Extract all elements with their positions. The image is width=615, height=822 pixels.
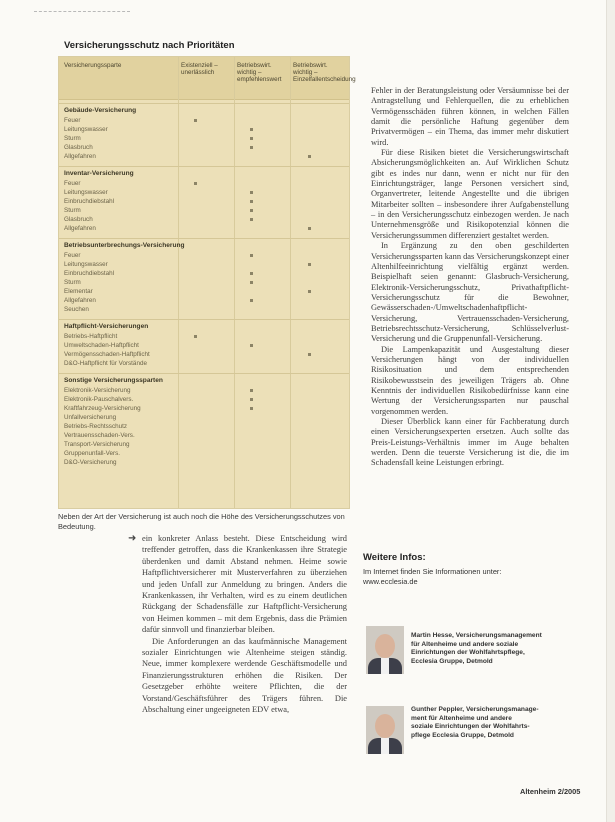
top-rule bbox=[34, 11, 130, 14]
row-label: Sturm bbox=[64, 207, 81, 214]
table-row bbox=[64, 458, 349, 467]
priority-mark bbox=[250, 200, 253, 203]
row-label: Seuchen bbox=[64, 306, 89, 313]
row-label: Leitungswasser bbox=[64, 261, 108, 268]
priority-mark bbox=[250, 281, 253, 284]
col-header-recommended: Betriebswirt. wichtig – empfehlenswert bbox=[237, 62, 282, 83]
row-label: Feuer bbox=[64, 180, 81, 187]
row-label: Leitungswasser bbox=[64, 126, 108, 133]
table-row bbox=[64, 251, 349, 260]
priority-mark bbox=[308, 155, 311, 158]
priority-mark bbox=[250, 191, 253, 194]
table-row bbox=[64, 395, 349, 404]
bio-line: Einrichtungen der Wohlfahrtspflege, bbox=[411, 649, 525, 656]
row-label: Allgefahren bbox=[64, 297, 96, 304]
paragraph: ein konkreter Anlass besteht. Diese Entscheidung wird treffender getroffen, dass die Krankenkassen ihre Strategie überdenken und damit Abstand nehmen. Heime sowie Haftpflichtversicherer mit Musterverfahren zu überziehen und jeden Unfall zur Anmeldung zu bringen. Anders die Krankenkassen, ihr Verhalten, wird es zu einem deutlichen Rückgang der Schadensfälle zur Haftpflicht-Versicherung von Heimen kommen – mit dem Ergebnis, dass die Prämien dafür sinnvoll und finanzierbar bleiben. bbox=[142, 534, 347, 635]
row-label: Glasbruch bbox=[64, 216, 93, 223]
priority-mark bbox=[194, 119, 197, 122]
row-label: Sturm bbox=[64, 135, 81, 142]
page-edge bbox=[606, 0, 615, 822]
table-row bbox=[64, 260, 349, 269]
priority-mark bbox=[194, 335, 197, 338]
priority-mark bbox=[308, 227, 311, 230]
table-row bbox=[64, 440, 349, 449]
table-row bbox=[64, 341, 349, 350]
priority-mark bbox=[250, 389, 253, 392]
priority-mark bbox=[250, 254, 253, 257]
priority-mark bbox=[250, 218, 253, 221]
bio-line: für Altenheime und andere soziale bbox=[411, 640, 519, 648]
info-line: Im Internet finden Sie Informationen unter: bbox=[363, 567, 502, 576]
table-row bbox=[64, 449, 349, 458]
table-row bbox=[64, 206, 349, 215]
continue-arrow-icon: ➜ bbox=[128, 533, 137, 544]
row-label: Vertrauensschaden-Vers. bbox=[64, 432, 135, 439]
table-row bbox=[64, 179, 349, 188]
priority-mark bbox=[194, 182, 197, 185]
table-row bbox=[64, 188, 349, 197]
priority-mark bbox=[250, 272, 253, 275]
group-title: Inventar-Versicherung bbox=[64, 170, 134, 177]
priority-mark bbox=[250, 344, 253, 347]
priority-mark bbox=[250, 209, 253, 212]
row-label: Elektronik-Pauschalvers. bbox=[64, 396, 134, 403]
table-row bbox=[64, 350, 349, 359]
col-header-case-by-case: Betriebswirt. wichtig – Einzelfallentscheidung bbox=[293, 62, 356, 83]
row-label: Unfallversicherung bbox=[64, 414, 117, 421]
author-bio bbox=[411, 632, 581, 666]
paragraph: In Ergänzung zu den oben geschilderten Versicherungssparten kann das Versicherungskonzept einer Altenhilfeeinrichtung vielfältig ergänzt werden. Beispielhaft seien genannt: Glasbruch-Versicherung, Elektronik-Versicherungsschutz, Privathaftpflicht-Versicherungsschutz für die Bewohner, Gewässerschaden-/Umweltschadenhaftpflicht-Versicherung, Vertrauensschaden-Versicherung, Betriebsrechtsschutz-Versicherung, Schlüsselverlust-Versicherung und die Gruppenunfall-Versicherung. bbox=[371, 241, 569, 344]
table-group bbox=[59, 319, 349, 374]
row-label: Elektronik-Versicherung bbox=[64, 387, 131, 394]
row-label: Feuer bbox=[64, 117, 81, 124]
table-row bbox=[64, 278, 349, 287]
table-header bbox=[59, 57, 356, 100]
table-row bbox=[64, 134, 349, 143]
table-row bbox=[64, 152, 349, 161]
group-title: Sonstige Versicherungssparten bbox=[64, 377, 163, 384]
table-row bbox=[64, 215, 349, 224]
priority-mark bbox=[250, 407, 253, 410]
row-label: Glasbruch bbox=[64, 144, 93, 151]
info-url-link[interactable]: www.ecclesia.de bbox=[363, 577, 418, 586]
row-label: Transport-Versicherung bbox=[64, 441, 130, 448]
table-row bbox=[64, 386, 349, 395]
table-group bbox=[59, 103, 349, 167]
group-title: Betriebsunterbrechungs-Versicherung bbox=[64, 242, 185, 249]
info-title: Weitere Infos: bbox=[363, 552, 426, 563]
priority-mark bbox=[308, 353, 311, 356]
table-group bbox=[59, 238, 349, 320]
priority-mark bbox=[308, 290, 311, 293]
priority-mark bbox=[250, 398, 253, 401]
priority-mark bbox=[250, 128, 253, 131]
left-text-column bbox=[142, 533, 347, 716]
table-row bbox=[64, 359, 349, 368]
row-label: Vermögensschaden-Haftpflicht bbox=[64, 351, 150, 358]
row-label: Feuer bbox=[64, 252, 81, 259]
row-label: Betriebs-Haftpflicht bbox=[64, 333, 118, 340]
table-row bbox=[64, 269, 349, 278]
table-row bbox=[64, 287, 349, 296]
paragraph: Dieser Überblick kann einer für Fachberatung durch einen Versicherungsexperten ersetzen. Auch sollte das Preis-Leistungs-Verhältnis immer im Auge behalten werden. Denn die teuerste Versicherung ist die, die im Schadensfall keine Leistungen erbringt. bbox=[371, 417, 569, 468]
row-label: Allgefahren bbox=[64, 225, 96, 232]
bio-line: Martin Hesse, Versicherungsmanagement bbox=[411, 632, 542, 639]
row-label: Kraftfahrzeug-Versicherung bbox=[64, 405, 141, 412]
group-title: Gebäude-Versicherung bbox=[64, 107, 137, 114]
row-label: Sturm bbox=[64, 279, 81, 286]
author-photo bbox=[366, 706, 404, 754]
table-row bbox=[64, 413, 349, 422]
group-title: Haftpflicht-Versicherungen bbox=[64, 323, 149, 330]
priority-mark bbox=[250, 146, 253, 149]
table-row bbox=[64, 422, 349, 431]
table-group bbox=[59, 166, 349, 239]
table-row bbox=[64, 431, 349, 440]
table-row bbox=[64, 224, 349, 233]
table-heading: Versicherungsschutz nach Prioritäten bbox=[64, 40, 235, 51]
paragraph: Die Anforderungen an das kaufmännische Management sozialer Einrichtungen wie Altenheime steigen ständig. Neue, immer komplexere werdende Geschäftsmodelle und Finanzierungsstrukturen erhöhen die Risiken. Der Gesetzgeber erhöhte weitere Pflichten, die der Vorstand/Geschäftsführer des Trägers führen. Die Abschaltung einer ungeeigneten EDV etwa, bbox=[142, 636, 347, 715]
priority-mark bbox=[250, 299, 253, 302]
bio-line: Ecclesia Gruppe, Detmold bbox=[411, 657, 493, 665]
row-label: Umweltschaden-Haftpflicht bbox=[64, 342, 139, 349]
col-header-type: Versicherungssparte bbox=[64, 62, 122, 69]
author-bio bbox=[411, 706, 581, 740]
paragraph: Die Lampenkapazität und Ausgestaltung dieser Versicherungen hängt von der individuellen Risikosituation und dem entsprechenden Risikobewusstsein des jeweiligen Trägers ab. Ohne Kenntnis der individuellen Risikobedürfnisse kann eine Wertung der Versicherungssparten nur pauschal vorgenommen werden. bbox=[371, 344, 569, 416]
table-row bbox=[64, 143, 349, 152]
row-label: Einbruchdiebstahl bbox=[64, 198, 115, 205]
table-row bbox=[64, 404, 349, 413]
row-label: Allgefahren bbox=[64, 153, 96, 160]
table-row bbox=[64, 125, 349, 134]
page-footer: Altenheim 2/2005 bbox=[520, 787, 581, 796]
table-row bbox=[64, 332, 349, 341]
paragraph: Fehler in der Beratungsleistung oder Versäumnisse bei der Antragstellung und Fehlerquellen, die zu erheblichen Vermögensschäden führen können, in welchen Fällen damit die persönliche Haftung gegenüber dem Privatvermögen – ein Thema, das immer mehr diskutiert wird. bbox=[371, 86, 569, 147]
table-row bbox=[64, 305, 349, 314]
paragraph: Für diese Risiken bietet die Versicherungswirtschaft Absicherungsmöglichkeiten an. Auf Wirklichen Schutz gibt es indes nur dann, wenn er nicht nur für den Einrichtungsträger, lange Personen versichert sind, Organvertreter, leitende Angestellte und die übrigen Mitarbeiter sollten – insbesondere ihrer Aufgabenstellung – in den Versicherungsschutz einbezogen werden. Je nach Unternehmensgröße und Risikopotenzial können die Versicherungssummen differenziert gestaltet werden. bbox=[371, 148, 569, 240]
table-row bbox=[64, 116, 349, 125]
row-label: Gruppenunfall-Vers. bbox=[64, 450, 121, 457]
bio-line: soziale Einrichtungen der Wohlfahrts- bbox=[411, 723, 530, 730]
insurance-priority-table bbox=[58, 56, 356, 509]
right-text-column bbox=[371, 86, 569, 469]
table-caption: Neben der Art der Versicherung ist auch noch die Höhe des Versicherungsschutzes von Bedeutung. bbox=[58, 512, 345, 531]
priority-mark bbox=[308, 263, 311, 266]
row-label: D&O-Versicherung bbox=[64, 459, 117, 466]
row-label: Leitungswasser bbox=[64, 189, 108, 196]
info-text bbox=[363, 567, 501, 587]
author-photo bbox=[366, 626, 404, 674]
row-label: D&O-Haftpflicht für Vorstände bbox=[64, 360, 147, 367]
bio-line: pflege Ecclesia Gruppe, Detmold bbox=[411, 731, 514, 739]
row-label: Betriebs-Rechtsschutz bbox=[64, 423, 127, 430]
bio-line: Gunther Peppler, Versicherungsmanage- bbox=[411, 706, 539, 713]
table-group bbox=[59, 373, 349, 473]
col-header-essential: Existenziell – unerlässlich bbox=[181, 62, 218, 76]
row-label: Einbruchdiebstahl bbox=[64, 270, 115, 277]
table-row bbox=[64, 296, 349, 305]
priority-mark bbox=[250, 137, 253, 140]
bio-line: ment für Altenheime und andere bbox=[411, 714, 512, 722]
row-label: Elementar bbox=[64, 288, 93, 295]
table-row bbox=[64, 197, 349, 206]
